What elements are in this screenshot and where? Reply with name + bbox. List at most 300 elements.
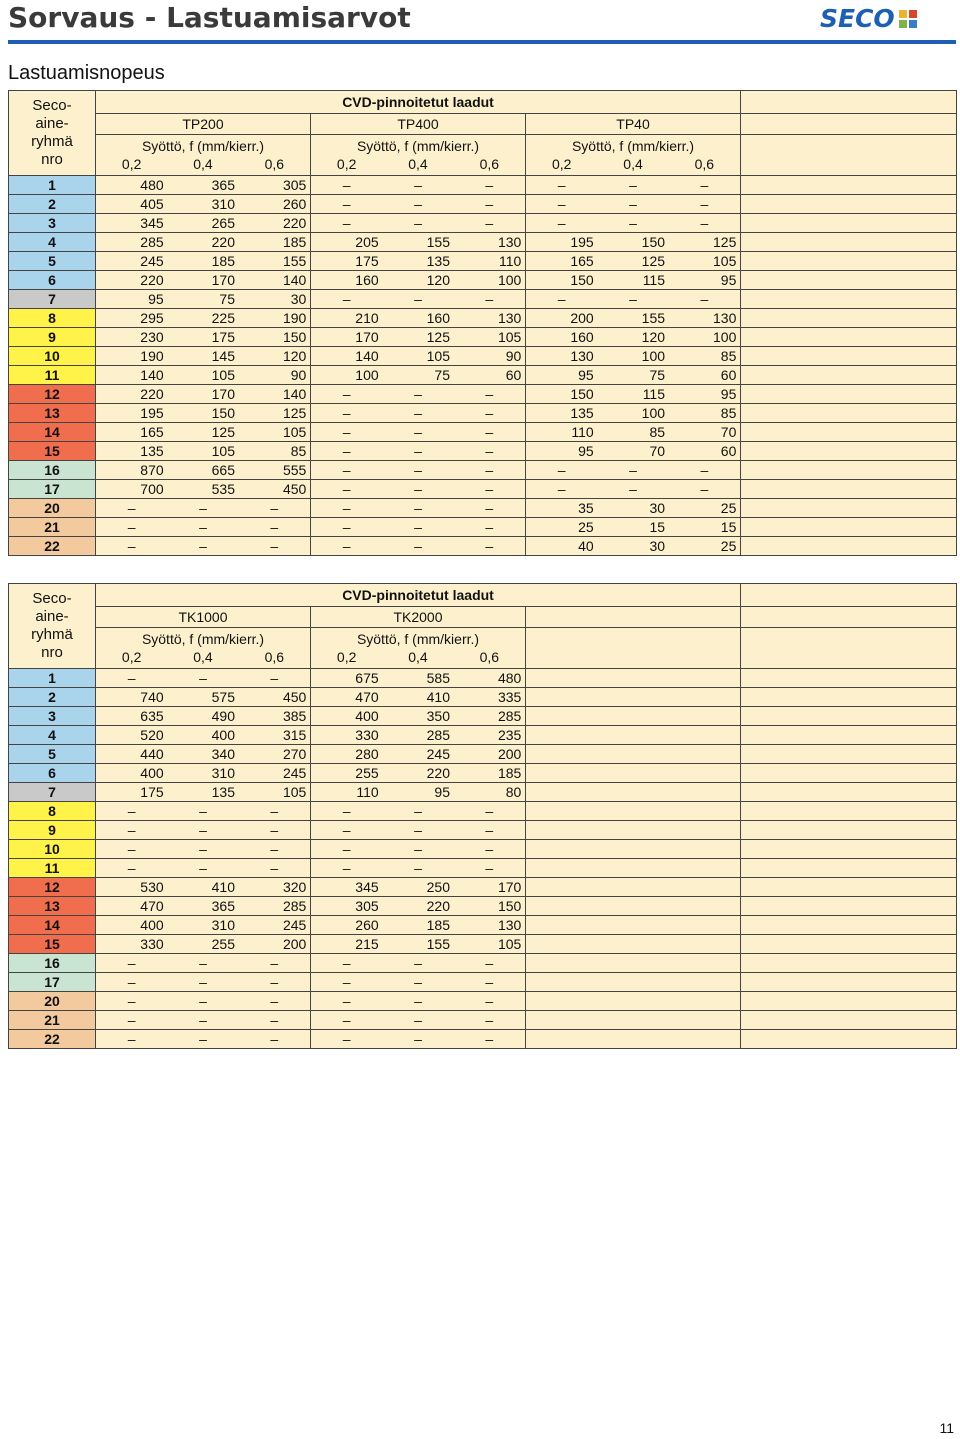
speed-value: 285 bbox=[426, 727, 450, 743]
speed-value: 155 bbox=[426, 234, 450, 250]
speed-value: – bbox=[629, 177, 637, 193]
speed-value: 365 bbox=[211, 898, 235, 914]
feed-head bbox=[311, 137, 525, 173]
value-group-cell bbox=[96, 669, 311, 688]
group-number-cell: 3 bbox=[9, 214, 96, 233]
speed-value: – bbox=[485, 500, 494, 516]
speed-value: 185 bbox=[282, 234, 307, 250]
speed-value: – bbox=[485, 215, 494, 231]
value-group-cell bbox=[311, 290, 526, 309]
speed-value: 150 bbox=[641, 234, 666, 250]
speed-value: 245 bbox=[282, 917, 307, 933]
speed-value: 15 bbox=[720, 519, 737, 535]
group-label-cell bbox=[9, 91, 96, 176]
value-group-cell bbox=[311, 537, 526, 556]
feed-head bbox=[96, 137, 310, 173]
value-group-cell bbox=[96, 878, 311, 897]
value-group-cell bbox=[526, 461, 741, 480]
speed-value: 130 bbox=[497, 234, 522, 250]
speed-value: 675 bbox=[355, 670, 379, 686]
empty-cell bbox=[741, 252, 957, 271]
value-group-cell bbox=[311, 688, 526, 707]
speed-value: – bbox=[700, 481, 709, 497]
group-label-line: aine- bbox=[35, 608, 69, 625]
speed-value: – bbox=[629, 291, 637, 307]
value-group bbox=[311, 802, 525, 820]
speed-value: 115 bbox=[642, 386, 666, 402]
speed-value: – bbox=[342, 386, 351, 402]
value-group-cell bbox=[526, 973, 741, 992]
speed-value: – bbox=[127, 1012, 136, 1028]
logo-text: SECO bbox=[820, 4, 895, 33]
speed-value: 95 bbox=[578, 367, 594, 383]
speed-value: – bbox=[342, 803, 351, 819]
speed-value: 135 bbox=[211, 784, 235, 800]
value-group-cell bbox=[526, 385, 741, 404]
value-group bbox=[526, 309, 740, 327]
value-group-cell bbox=[96, 802, 311, 821]
speed-value: 145 bbox=[211, 348, 235, 364]
feed-value: 0,4 bbox=[193, 649, 213, 665]
empty-cell bbox=[741, 726, 957, 745]
speed-value: – bbox=[485, 519, 494, 535]
speed-value: 25 bbox=[720, 538, 737, 554]
speed-value: – bbox=[127, 519, 136, 535]
value-group-cell bbox=[526, 271, 741, 290]
value-group bbox=[311, 328, 525, 346]
speed-value: 150 bbox=[282, 329, 307, 345]
speed-value: – bbox=[342, 841, 351, 857]
value-group-cell bbox=[526, 233, 741, 252]
grade-name-cell: TP200 bbox=[96, 114, 311, 135]
speed-value: 130 bbox=[497, 917, 522, 933]
table-row bbox=[9, 499, 957, 518]
page-number: 11 bbox=[939, 1420, 954, 1436]
speed-value: – bbox=[199, 822, 207, 838]
speed-value: 60 bbox=[505, 367, 522, 383]
value-group bbox=[311, 821, 525, 839]
speed-value: 155 bbox=[426, 936, 450, 952]
value-group-cell bbox=[526, 442, 741, 461]
speed-value: 95 bbox=[720, 272, 737, 288]
feed-values bbox=[311, 648, 525, 666]
value-group bbox=[96, 309, 310, 327]
speed-value: – bbox=[127, 538, 136, 554]
speed-value: 555 bbox=[282, 462, 307, 478]
speed-value: – bbox=[270, 538, 279, 554]
value-group-cell bbox=[96, 992, 311, 1011]
speed-value: 470 bbox=[355, 689, 379, 705]
speed-value: – bbox=[414, 822, 422, 838]
speed-value: 345 bbox=[140, 215, 164, 231]
speed-value: 220 bbox=[282, 215, 307, 231]
page-title: Sorvaus - Lastuamisarvot bbox=[8, 1, 411, 34]
speed-value: – bbox=[199, 841, 207, 857]
value-group-cell bbox=[311, 1030, 526, 1049]
group-number-cell: 22 bbox=[9, 537, 96, 556]
feed-title: Syöttö, f (mm/kierr.) bbox=[571, 138, 695, 154]
feed-header-cell bbox=[311, 628, 526, 669]
group-label-cell bbox=[9, 584, 96, 669]
speed-value: – bbox=[629, 481, 637, 497]
table-row bbox=[9, 271, 957, 290]
value-group bbox=[311, 726, 525, 744]
feed-head bbox=[311, 630, 525, 666]
value-group-cell bbox=[526, 328, 741, 347]
value-group bbox=[96, 423, 310, 441]
value-group bbox=[526, 328, 740, 346]
speed-value: 30 bbox=[649, 500, 666, 516]
empty-header-cell bbox=[741, 607, 957, 628]
speed-value: – bbox=[485, 822, 494, 838]
speed-value: 105 bbox=[497, 329, 522, 345]
speed-value: 255 bbox=[211, 936, 235, 952]
table-row bbox=[9, 442, 957, 461]
speed-value: 170 bbox=[211, 386, 235, 402]
speed-value: 90 bbox=[505, 348, 522, 364]
feed-value: 0,6 bbox=[479, 156, 500, 172]
speed-value: 200 bbox=[497, 746, 522, 762]
empty-cell bbox=[741, 328, 957, 347]
speed-value: 110 bbox=[356, 784, 379, 800]
table-row bbox=[9, 404, 957, 423]
speed-value: – bbox=[485, 538, 494, 554]
speed-value: 130 bbox=[713, 310, 737, 326]
value-group-cell bbox=[526, 764, 741, 783]
value-group bbox=[526, 499, 740, 517]
value-group bbox=[311, 233, 525, 251]
value-group bbox=[96, 1030, 310, 1048]
speed-value: – bbox=[414, 993, 422, 1009]
speed-value: 160 bbox=[426, 310, 450, 326]
value-group bbox=[526, 233, 740, 251]
speed-value: 190 bbox=[140, 348, 164, 364]
value-group-cell bbox=[96, 840, 311, 859]
group-number-cell: 5 bbox=[9, 252, 96, 271]
logo-square-4 bbox=[909, 20, 917, 28]
speed-value: – bbox=[700, 196, 709, 212]
empty-cell bbox=[741, 1011, 957, 1030]
speed-value: 150 bbox=[570, 272, 594, 288]
empty-cell bbox=[741, 309, 957, 328]
speed-value: 190 bbox=[282, 310, 307, 326]
value-group-cell bbox=[311, 309, 526, 328]
empty-cell bbox=[741, 992, 957, 1011]
speed-value: – bbox=[342, 177, 351, 193]
speed-value: 230 bbox=[140, 329, 164, 345]
speed-value: – bbox=[485, 860, 494, 876]
speed-value: 310 bbox=[211, 765, 235, 781]
value-group-cell bbox=[96, 1011, 311, 1030]
speed-value: – bbox=[127, 670, 136, 686]
speed-value: – bbox=[342, 955, 351, 971]
value-group bbox=[96, 252, 310, 270]
speed-value: – bbox=[485, 443, 494, 459]
value-group bbox=[311, 1011, 525, 1029]
cvd-grades-label: CVD-pinnoitetut laadut bbox=[96, 584, 741, 607]
group-label-line: ryhmä bbox=[31, 626, 73, 643]
speed-value: – bbox=[485, 291, 494, 307]
value-group bbox=[526, 423, 740, 441]
value-group-cell bbox=[311, 252, 526, 271]
value-group-cell bbox=[96, 518, 311, 537]
value-group bbox=[96, 916, 310, 934]
value-group bbox=[311, 764, 525, 782]
value-group-cell bbox=[96, 423, 311, 442]
group-number-cell: 4 bbox=[9, 233, 96, 252]
value-group-cell bbox=[96, 707, 311, 726]
speed-value: 110 bbox=[498, 253, 522, 269]
value-group-cell bbox=[96, 688, 311, 707]
value-group bbox=[96, 707, 310, 725]
value-group bbox=[526, 176, 740, 194]
grade-name-cell: TK1000 bbox=[96, 607, 311, 628]
value-group-cell bbox=[96, 176, 311, 195]
empty-cell bbox=[741, 783, 957, 802]
empty-cell bbox=[741, 214, 957, 233]
value-group-cell bbox=[311, 366, 526, 385]
speed-value: 220 bbox=[426, 898, 450, 914]
speed-value: 30 bbox=[290, 291, 307, 307]
value-group-cell bbox=[96, 764, 311, 783]
value-group-cell bbox=[311, 878, 526, 897]
speed-value: – bbox=[414, 177, 422, 193]
speed-value: – bbox=[557, 196, 566, 212]
speed-value: 175 bbox=[355, 253, 379, 269]
speed-value: 365 bbox=[211, 177, 235, 193]
grade-row bbox=[9, 114, 957, 135]
group-number-cell: 11 bbox=[9, 366, 96, 385]
empty-cell bbox=[741, 290, 957, 309]
value-group bbox=[526, 518, 740, 536]
feed-header-cell bbox=[96, 135, 311, 176]
value-group bbox=[96, 783, 310, 801]
table-row bbox=[9, 916, 957, 935]
speed-value: – bbox=[485, 386, 494, 402]
speed-value: 255 bbox=[355, 765, 379, 781]
logo-mark-icon bbox=[899, 10, 917, 28]
speed-value: 120 bbox=[426, 272, 450, 288]
value-group bbox=[311, 176, 525, 194]
speed-value: – bbox=[414, 538, 422, 554]
feed-title: Syöttö, f (mm/kierr.) bbox=[141, 631, 265, 647]
value-group bbox=[311, 214, 525, 232]
value-group-cell bbox=[311, 783, 526, 802]
speed-value: 170 bbox=[211, 272, 235, 288]
speed-value: 350 bbox=[426, 708, 450, 724]
value-group-cell bbox=[311, 821, 526, 840]
empty-cell bbox=[741, 347, 957, 366]
speed-value: 450 bbox=[282, 689, 307, 705]
speed-value: 25 bbox=[578, 519, 594, 535]
empty-cell bbox=[741, 669, 957, 688]
value-group-cell bbox=[526, 195, 741, 214]
value-group bbox=[311, 688, 525, 706]
speed-value: – bbox=[199, 538, 207, 554]
empty-cell bbox=[741, 480, 957, 499]
value-group bbox=[311, 309, 525, 327]
speed-value: 205 bbox=[355, 234, 379, 250]
speed-value: 130 bbox=[497, 310, 522, 326]
speed-value: – bbox=[270, 1012, 279, 1028]
value-group bbox=[311, 897, 525, 915]
value-group-cell bbox=[311, 992, 526, 1011]
value-group bbox=[311, 290, 525, 308]
value-group bbox=[526, 195, 740, 213]
feed-value: 0,4 bbox=[623, 156, 643, 172]
speed-value: – bbox=[342, 822, 351, 838]
speed-value: 450 bbox=[282, 481, 307, 497]
speed-value: 125 bbox=[426, 329, 450, 345]
speed-value: 340 bbox=[211, 746, 235, 762]
group-number-cell: 14 bbox=[9, 916, 96, 935]
speed-value: 70 bbox=[720, 424, 737, 440]
table-row bbox=[9, 461, 957, 480]
speed-value: – bbox=[414, 424, 422, 440]
speed-value: 470 bbox=[140, 898, 164, 914]
cvd-grades-label: CVD-pinnoitetut laadut bbox=[96, 91, 741, 114]
value-group-cell bbox=[311, 328, 526, 347]
value-group-cell bbox=[96, 480, 311, 499]
value-group-cell bbox=[311, 442, 526, 461]
value-group bbox=[311, 252, 525, 270]
value-group bbox=[526, 537, 740, 555]
group-number-cell: 20 bbox=[9, 992, 96, 1011]
speed-value: – bbox=[700, 215, 709, 231]
speed-value: 85 bbox=[290, 443, 307, 459]
speed-value: – bbox=[199, 1012, 207, 1028]
group-number-cell: 15 bbox=[9, 935, 96, 954]
value-group bbox=[311, 518, 525, 536]
speed-value: 575 bbox=[211, 689, 235, 705]
group-number-cell: 7 bbox=[9, 290, 96, 309]
value-group-cell bbox=[96, 726, 311, 745]
header-row bbox=[9, 91, 957, 114]
value-group-cell bbox=[96, 973, 311, 992]
speed-value: 490 bbox=[211, 708, 235, 724]
speed-value: 285 bbox=[497, 708, 522, 724]
speed-value: 185 bbox=[426, 917, 450, 933]
speed-value: – bbox=[127, 860, 136, 876]
group-number-cell: 2 bbox=[9, 688, 96, 707]
value-group-cell bbox=[311, 404, 526, 423]
value-group bbox=[311, 916, 525, 934]
empty-cell bbox=[741, 935, 957, 954]
value-group-cell bbox=[526, 1011, 741, 1030]
feed-value: 0,2 bbox=[121, 649, 142, 665]
value-group-cell bbox=[311, 897, 526, 916]
value-group bbox=[96, 859, 310, 877]
value-group-cell bbox=[526, 783, 741, 802]
value-group bbox=[311, 442, 525, 460]
table-row bbox=[9, 309, 957, 328]
group-number-cell: 3 bbox=[9, 707, 96, 726]
speed-value: – bbox=[342, 1012, 351, 1028]
feed-header-cell bbox=[96, 628, 311, 669]
speed-value: 315 bbox=[282, 727, 307, 743]
empty-cell bbox=[741, 859, 957, 878]
table-row bbox=[9, 897, 957, 916]
value-group-cell bbox=[526, 518, 741, 537]
value-group bbox=[96, 233, 310, 251]
speed-value: 160 bbox=[570, 329, 594, 345]
value-group-cell bbox=[526, 992, 741, 1011]
value-group-cell bbox=[96, 897, 311, 916]
speed-value: – bbox=[414, 519, 422, 535]
table-row bbox=[9, 366, 957, 385]
value-group-cell bbox=[526, 366, 741, 385]
speed-value: 125 bbox=[211, 424, 235, 440]
speed-value: – bbox=[127, 803, 136, 819]
value-group bbox=[96, 688, 310, 706]
speed-value: – bbox=[199, 519, 207, 535]
table-row bbox=[9, 328, 957, 347]
speed-value: 305 bbox=[282, 177, 307, 193]
speed-value: 170 bbox=[355, 329, 379, 345]
value-group-cell bbox=[96, 328, 311, 347]
speed-value: – bbox=[127, 955, 136, 971]
speed-value: 140 bbox=[282, 386, 307, 402]
speed-value: 120 bbox=[282, 348, 307, 364]
speed-value: – bbox=[557, 462, 566, 478]
speed-value: 135 bbox=[570, 405, 594, 421]
speed-value: – bbox=[485, 1012, 494, 1028]
speed-value: 700 bbox=[140, 481, 164, 497]
value-group-cell bbox=[96, 821, 311, 840]
group-number-cell: 9 bbox=[9, 821, 96, 840]
group-number-cell: 20 bbox=[9, 499, 96, 518]
speed-value: 410 bbox=[426, 689, 450, 705]
group-number-cell: 8 bbox=[9, 802, 96, 821]
speed-value: – bbox=[414, 955, 422, 971]
empty-header-cell bbox=[741, 114, 957, 135]
value-group bbox=[311, 480, 525, 498]
speed-value: – bbox=[485, 803, 494, 819]
value-group-cell bbox=[96, 404, 311, 423]
speed-value: 260 bbox=[355, 917, 379, 933]
speed-value: 585 bbox=[426, 670, 450, 686]
speed-value: 260 bbox=[282, 196, 307, 212]
speed-value: – bbox=[485, 993, 494, 1009]
speed-value: 105 bbox=[282, 784, 307, 800]
value-group-cell bbox=[311, 707, 526, 726]
table-row bbox=[9, 878, 957, 897]
empty-cell bbox=[741, 764, 957, 783]
speed-value: – bbox=[199, 670, 207, 686]
feed-value: 0,2 bbox=[336, 156, 357, 172]
speed-value: 100 bbox=[713, 329, 737, 345]
value-group bbox=[311, 385, 525, 403]
value-group bbox=[311, 366, 525, 384]
speed-value: – bbox=[199, 1031, 207, 1047]
speed-value: 40 bbox=[578, 538, 594, 554]
value-group-cell bbox=[311, 745, 526, 764]
value-group-cell bbox=[526, 935, 741, 954]
value-group bbox=[311, 859, 525, 877]
speed-value: – bbox=[342, 481, 351, 497]
table-row bbox=[9, 252, 957, 271]
empty-cell bbox=[741, 802, 957, 821]
value-group bbox=[311, 423, 525, 441]
empty-cell bbox=[741, 897, 957, 916]
speed-value: 215 bbox=[355, 936, 379, 952]
table-row bbox=[9, 480, 957, 499]
value-group bbox=[526, 385, 740, 403]
feed-value: 0,6 bbox=[479, 649, 500, 665]
group-number-cell: 12 bbox=[9, 385, 96, 404]
value-group-cell bbox=[96, 442, 311, 461]
value-group bbox=[96, 195, 310, 213]
